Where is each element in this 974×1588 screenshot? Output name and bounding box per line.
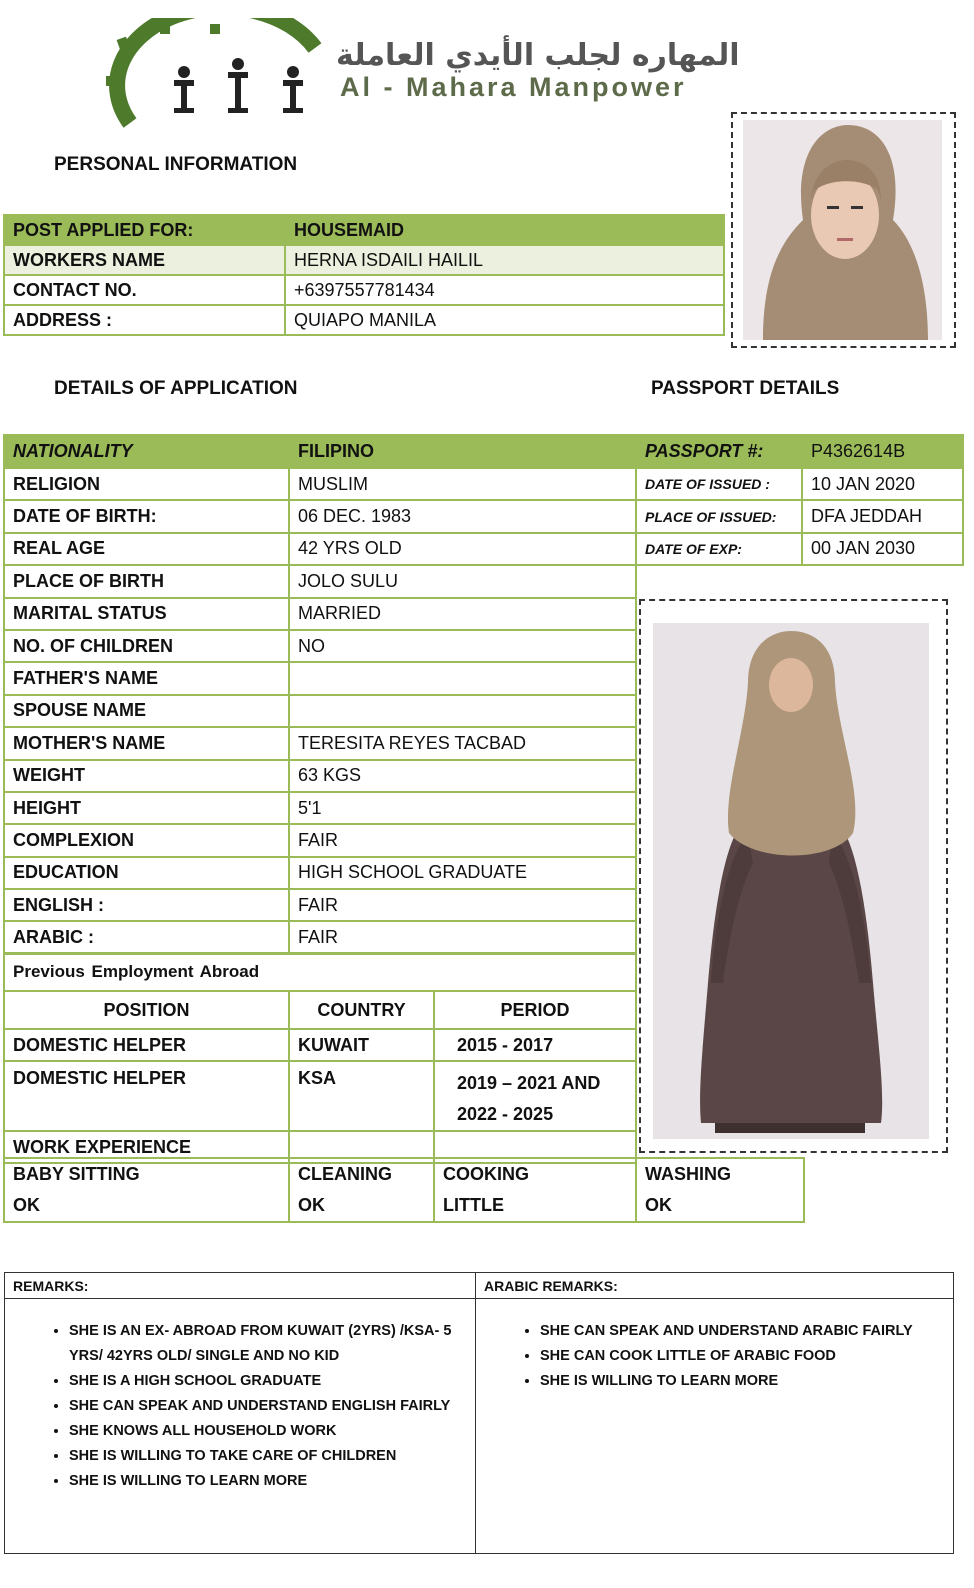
list-item: • SHE IS WILLING TO LEARN MORE <box>540 1369 953 1394</box>
skill-level: LITTLE <box>443 1195 504 1215</box>
passport-details-title: PASSPORT DETAILS <box>651 378 840 399</box>
mother-name-label: MOTHER'S NAME <box>4 727 289 759</box>
table-row <box>4 792 636 824</box>
full-body-photo-frame <box>639 599 948 1153</box>
date-issued-label: DATE OF ISSUED : <box>636 468 802 500</box>
weight-value: 63 KGS <box>289 760 636 792</box>
employment-period-line: 2019 – 2021 AND <box>457 1073 601 1093</box>
list-item: • SHE IS A HIGH SCHOOL GRADUATE <box>69 1369 475 1394</box>
employment-period <box>434 1061 636 1131</box>
education-label: EDUCATION <box>4 857 289 889</box>
date-issued-value: 10 JAN 2020 <box>802 468 963 500</box>
date-exp-label: DATE OF EXP: <box>636 533 802 565</box>
real-age-label: REAL AGE <box>4 533 289 565</box>
height-label: HEIGHT <box>4 792 289 824</box>
complexion-value: FAIR <box>289 824 636 856</box>
list-item: • SHE IS AN EX- ABROAD FROM KUWAIT (2YRS) /KSA- 5 YRS/ 42YRS OLD/ SINGLE AND NO KID <box>69 1319 475 1369</box>
previous-employment-table <box>3 952 637 1164</box>
company-name-english: Al - Mahara Manpower <box>340 72 687 102</box>
arabic-remarks-list <box>476 1299 953 1394</box>
post-applied-value: HOUSEMAID <box>285 215 724 245</box>
remarks-column <box>5 1273 476 1553</box>
post-applied-label: POST APPLIED FOR: <box>4 215 285 245</box>
table-row <box>4 630 636 662</box>
skill-cooking <box>434 1158 636 1222</box>
religion-label: RELIGION <box>4 468 289 500</box>
place-of-birth-label: PLACE OF BIRTH <box>4 565 289 597</box>
employment-country: KSA <box>289 1061 434 1131</box>
skill-level: OK <box>13 1195 40 1215</box>
english-value: FAIR <box>289 889 636 921</box>
table-row <box>636 500 963 532</box>
spouse-name-value <box>289 695 636 727</box>
skill-washing <box>636 1158 804 1222</box>
table-row <box>4 1061 636 1131</box>
complexion-label: COMPLEXION <box>4 824 289 856</box>
skill-level: OK <box>645 1195 672 1215</box>
application-details-title: DETAILS OF APPLICATION <box>54 378 298 399</box>
work-experience-title: WORK EXPERIENCE <box>4 1131 289 1163</box>
real-age-value: 42 YRS OLD <box>289 533 636 565</box>
passport-details-table <box>635 434 964 566</box>
passport-number-value: P4362614B <box>802 435 963 468</box>
skill-name: BABY SITTING <box>13 1164 140 1184</box>
children-label: NO. OF CHILDREN <box>4 630 289 662</box>
application-details-table <box>3 434 637 955</box>
workers-name-label: WORKERS NAME <box>4 245 285 275</box>
skill-name: WASHING <box>645 1164 732 1184</box>
table-row <box>4 921 636 953</box>
skill-name: COOKING <box>443 1164 530 1184</box>
list-item: • SHE IS WILLING TO TAKE CARE OF CHILDREN <box>69 1444 475 1469</box>
table-row <box>4 824 636 856</box>
arabic-value: FAIR <box>289 921 636 953</box>
table-row <box>4 305 724 335</box>
place-issued-value: DFA JEDDAH <box>802 500 963 532</box>
contact-value: +6397557781434 <box>285 275 724 305</box>
arabic-remarks-column <box>476 1273 953 1553</box>
work-experience-table <box>3 1157 805 1223</box>
remarks-title: REMARKS: <box>5 1273 475 1299</box>
skill-level: OK <box>298 1195 325 1215</box>
country-header: COUNTRY <box>289 991 434 1029</box>
head-photo-frame <box>731 112 956 348</box>
dob-label: DATE OF BIRTH: <box>4 500 289 532</box>
place-issued-label: PLACE OF ISSUED: <box>636 500 802 532</box>
table-row <box>4 435 636 468</box>
table-row <box>636 533 963 565</box>
table-row <box>4 857 636 889</box>
nationality-value: FILIPINO <box>289 435 636 468</box>
employment-position: DOMESTIC HELPER <box>4 1029 289 1061</box>
employment-country: KUWAIT <box>289 1029 434 1061</box>
table-row <box>4 1158 804 1222</box>
company-name-arabic: المهاره لجلب الأيدي العاملة <box>336 38 740 73</box>
children-value: NO <box>289 630 636 662</box>
contact-label: CONTACT NO. <box>4 275 285 305</box>
arabic-remarks-title: ARABIC REMARKS: <box>476 1273 953 1299</box>
table-row <box>4 695 636 727</box>
education-value: HIGH SCHOOL GRADUATE <box>289 857 636 889</box>
passport-number-label: PASSPORT #: <box>636 435 802 468</box>
employment-period-line: 2022 - 2025 <box>457 1104 554 1124</box>
company-logo <box>60 18 360 138</box>
table-row <box>4 991 636 1029</box>
table-row <box>4 598 636 630</box>
english-label: ENGLISH : <box>4 889 289 921</box>
table-row <box>4 533 636 565</box>
arabic-label: ARABIC : <box>4 921 289 953</box>
list-item: • SHE KNOWS ALL HOUSEHOLD WORK <box>69 1419 475 1444</box>
table-row <box>4 662 636 694</box>
list-item: • SHE CAN SPEAK AND UNDERSTAND ENGLISH FAIRLY <box>69 1394 475 1419</box>
list-item: • SHE CAN SPEAK AND UNDERSTAND ARABIC FAIRLY <box>540 1319 953 1344</box>
table-row <box>4 727 636 759</box>
previous-employment-title: Previous Employment Abroad <box>4 953 636 991</box>
full-body-photo <box>653 623 929 1139</box>
father-name-label: FATHER'S NAME <box>4 662 289 694</box>
address-label: ADDRESS : <box>4 305 285 335</box>
workers-name-value: HERNA ISDAILI HAILIL <box>285 245 724 275</box>
table-row <box>4 215 724 245</box>
father-name-value <box>289 662 636 694</box>
list-item: • SHE IS WILLING TO LEARN MORE <box>69 1469 475 1494</box>
table-row <box>4 468 636 500</box>
religion-value: MUSLIM <box>289 468 636 500</box>
place-of-birth-value: JOLO SULU <box>289 565 636 597</box>
dob-value: 06 DEC. 1983 <box>289 500 636 532</box>
nationality-label: NATIONALITY <box>4 435 289 468</box>
remarks-list <box>5 1299 475 1494</box>
table-row <box>4 889 636 921</box>
position-header: POSITION <box>4 991 289 1029</box>
table-row <box>636 468 963 500</box>
spouse-name-label: SPOUSE NAME <box>4 695 289 727</box>
table-row <box>4 275 724 305</box>
table-row <box>4 565 636 597</box>
table-row <box>4 500 636 532</box>
table-row <box>4 1029 636 1061</box>
skill-baby-sitting <box>4 1158 289 1222</box>
skill-name: CLEANING <box>298 1164 392 1184</box>
weight-label: WEIGHT <box>4 760 289 792</box>
remarks-box <box>4 1272 954 1554</box>
marital-status-value: MARRIED <box>289 598 636 630</box>
employment-period: 2015 - 2017 <box>434 1029 636 1061</box>
table-row <box>4 245 724 275</box>
date-exp-value: 00 JAN 2030 <box>802 533 963 565</box>
address-value: QUIAPO MANILA <box>285 305 724 335</box>
table-row <box>4 760 636 792</box>
period-header: PERIOD <box>434 991 636 1029</box>
list-item: • SHE CAN COOK LITTLE OF ARABIC FOOD <box>540 1344 953 1369</box>
height-value: 5'1 <box>289 792 636 824</box>
head-photo <box>743 120 942 340</box>
personal-info-title: PERSONAL INFORMATION <box>54 154 298 175</box>
mother-name-value: TERESITA REYES TACBAD <box>289 727 636 759</box>
table-row <box>636 435 963 468</box>
table-row <box>4 953 636 991</box>
skill-cleaning <box>289 1158 434 1222</box>
employment-position: DOMESTIC HELPER <box>4 1061 289 1131</box>
marital-status-label: MARITAL STATUS <box>4 598 289 630</box>
personal-info-table <box>3 214 725 336</box>
